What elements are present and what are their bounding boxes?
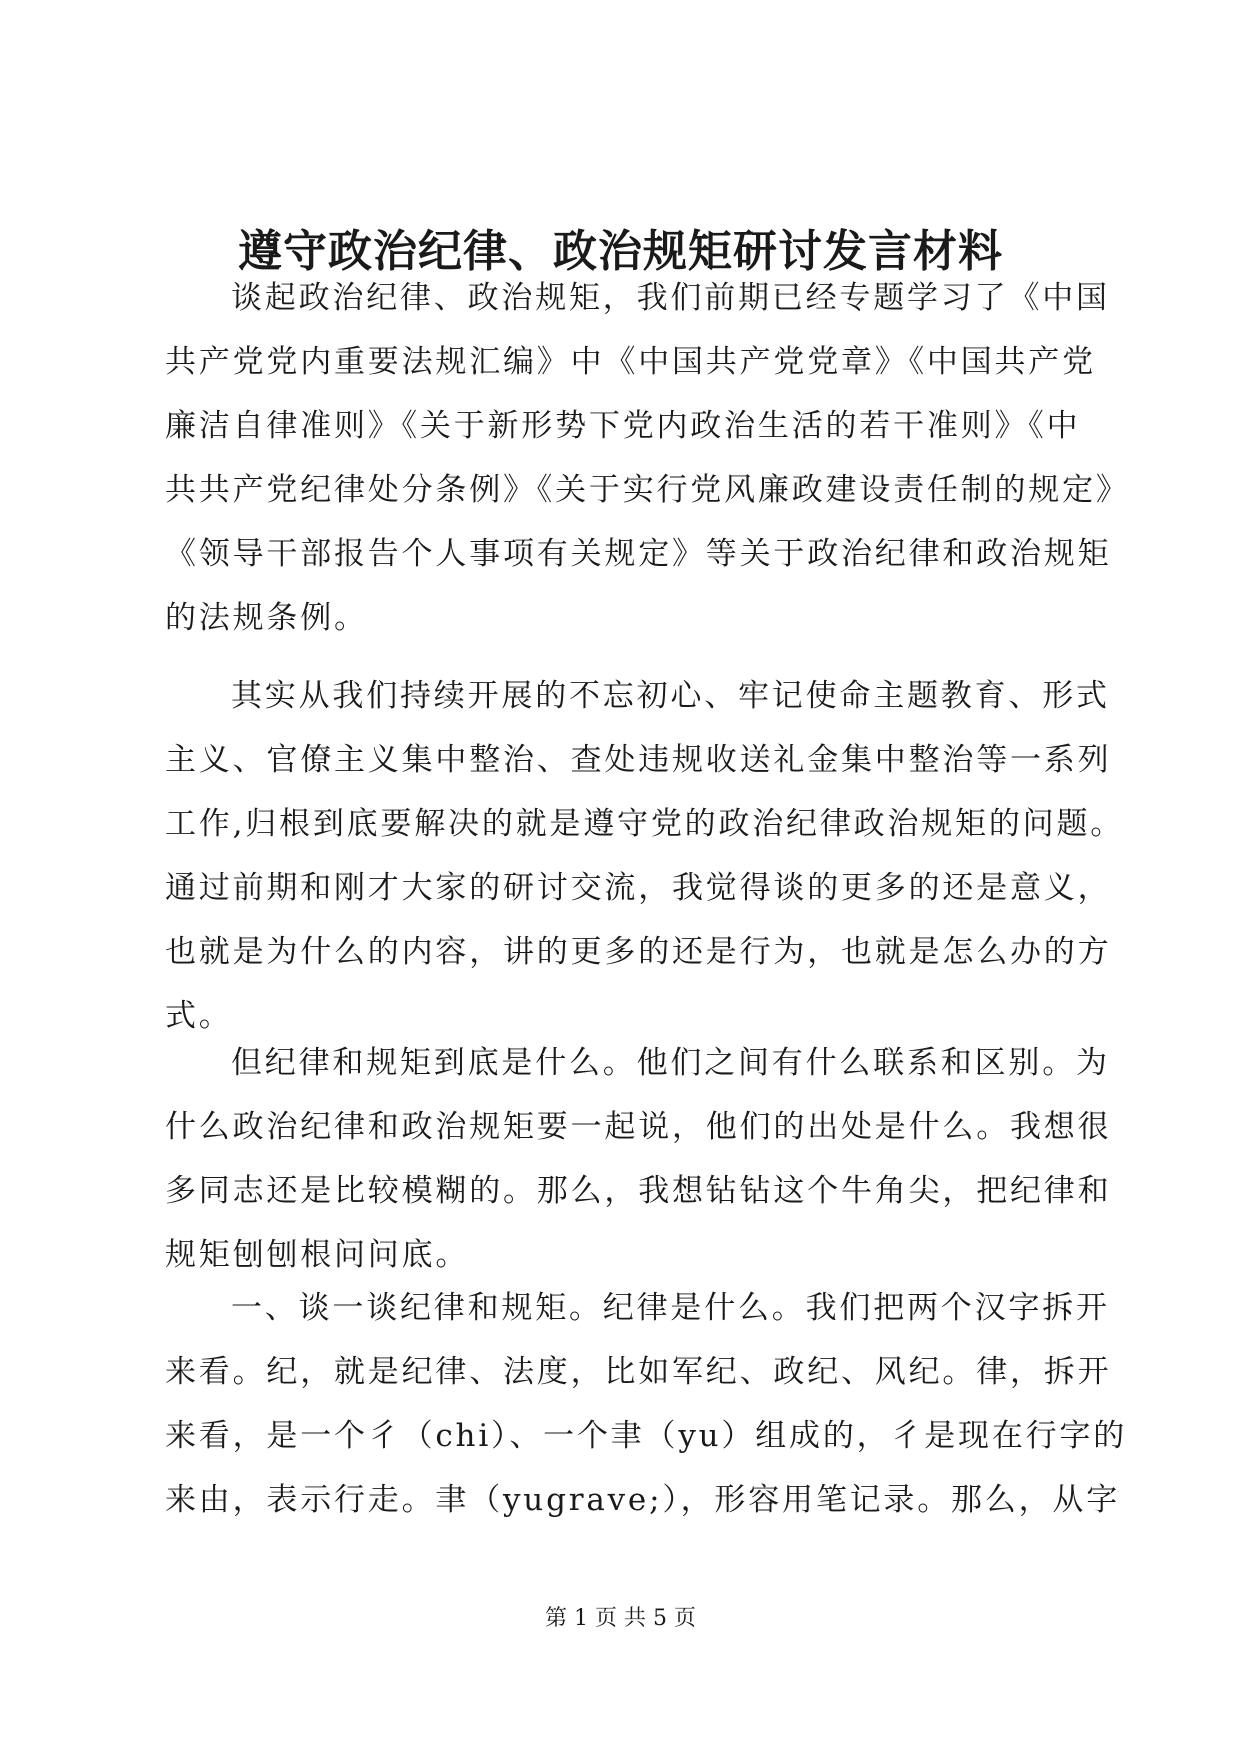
paragraph-line: 但纪律和规矩到底是什么。他们之间有什么联系和区别。为 xyxy=(231,1045,1110,1081)
paragraph-line: 一、谈一谈纪律和规矩。纪律是什么。我们把两个汉字拆开 xyxy=(231,1290,1110,1326)
paragraph-2 xyxy=(165,664,1125,1048)
paragraph-line: 谈起政治纪律、政治规矩，我们前期已经专题学习了《中国 xyxy=(231,280,1110,316)
paragraph-line: 《领导干部报告个人事项有关规定》等关于政治纪律和政治规矩 xyxy=(165,536,1112,572)
paragraph-line: 共共产党纪律处分条例》《关于实行党风廉政建设责任制的规定》 xyxy=(165,472,1130,508)
paragraph-1 xyxy=(165,266,1130,650)
paragraph-line: 多同志还是比较模糊的。那么，我想钻钻这个牛角尖，把纪律和 xyxy=(165,1173,1112,1209)
paragraph-line: 廉洁自律准则》《关于新形势下党内政治生活的若干准则》《中 xyxy=(165,408,1081,444)
paragraph-line: 式。 xyxy=(165,998,233,1034)
paragraph-4 xyxy=(165,1276,1128,1532)
paragraph-line: 工作,归根到底要解决的就是遵守党的政治纪律政治规矩的问题。 xyxy=(165,806,1125,842)
page-footer: 第 1 页 共 5 页 xyxy=(545,1606,696,1631)
paragraph-3 xyxy=(165,1031,1125,1287)
paragraph-line: 共产党党内重要法规汇编》中《中国共产党党章》《中国共产党 xyxy=(165,344,1096,380)
paragraph-line: 主义、官僚主义集中整治、查处违规收送礼金集中整治等一系列 xyxy=(165,742,1112,778)
paragraph-line: 也就是为什么的内容，讲的更多的还是行为，也就是怎么办的方 xyxy=(165,934,1112,970)
paragraph-line: 通过前期和刚才大家的研讨交流，我觉得谈的更多的还是意义， xyxy=(165,870,1112,906)
document-title: 遵守政治纪律、政治规矩研讨发言材料 xyxy=(238,226,1003,277)
paragraph-line: 的法规条例。 xyxy=(165,600,368,636)
paragraph-line: 规矩刨刨根问问底。 xyxy=(165,1237,470,1273)
paragraph-line: 来看。纪，就是纪律、法度，比如军纪、政纪、风纪。律，拆开 xyxy=(165,1354,1112,1390)
paragraph-line: 来由，表示行走。聿（yugrave;），形容用笔记录。那么，从字 xyxy=(165,1482,1121,1518)
paragraph-line: 其实从我们持续开展的不忘初心、牢记使命主题教育、形式 xyxy=(231,678,1110,714)
paragraph-line: 什么政治纪律和政治规矩要一起说，他们的出处是什么。我想很 xyxy=(165,1109,1112,1145)
paragraph-line: 来看，是一个彳（chi）、一个聿（yu）组成的，彳是现在行字的 xyxy=(165,1418,1128,1454)
